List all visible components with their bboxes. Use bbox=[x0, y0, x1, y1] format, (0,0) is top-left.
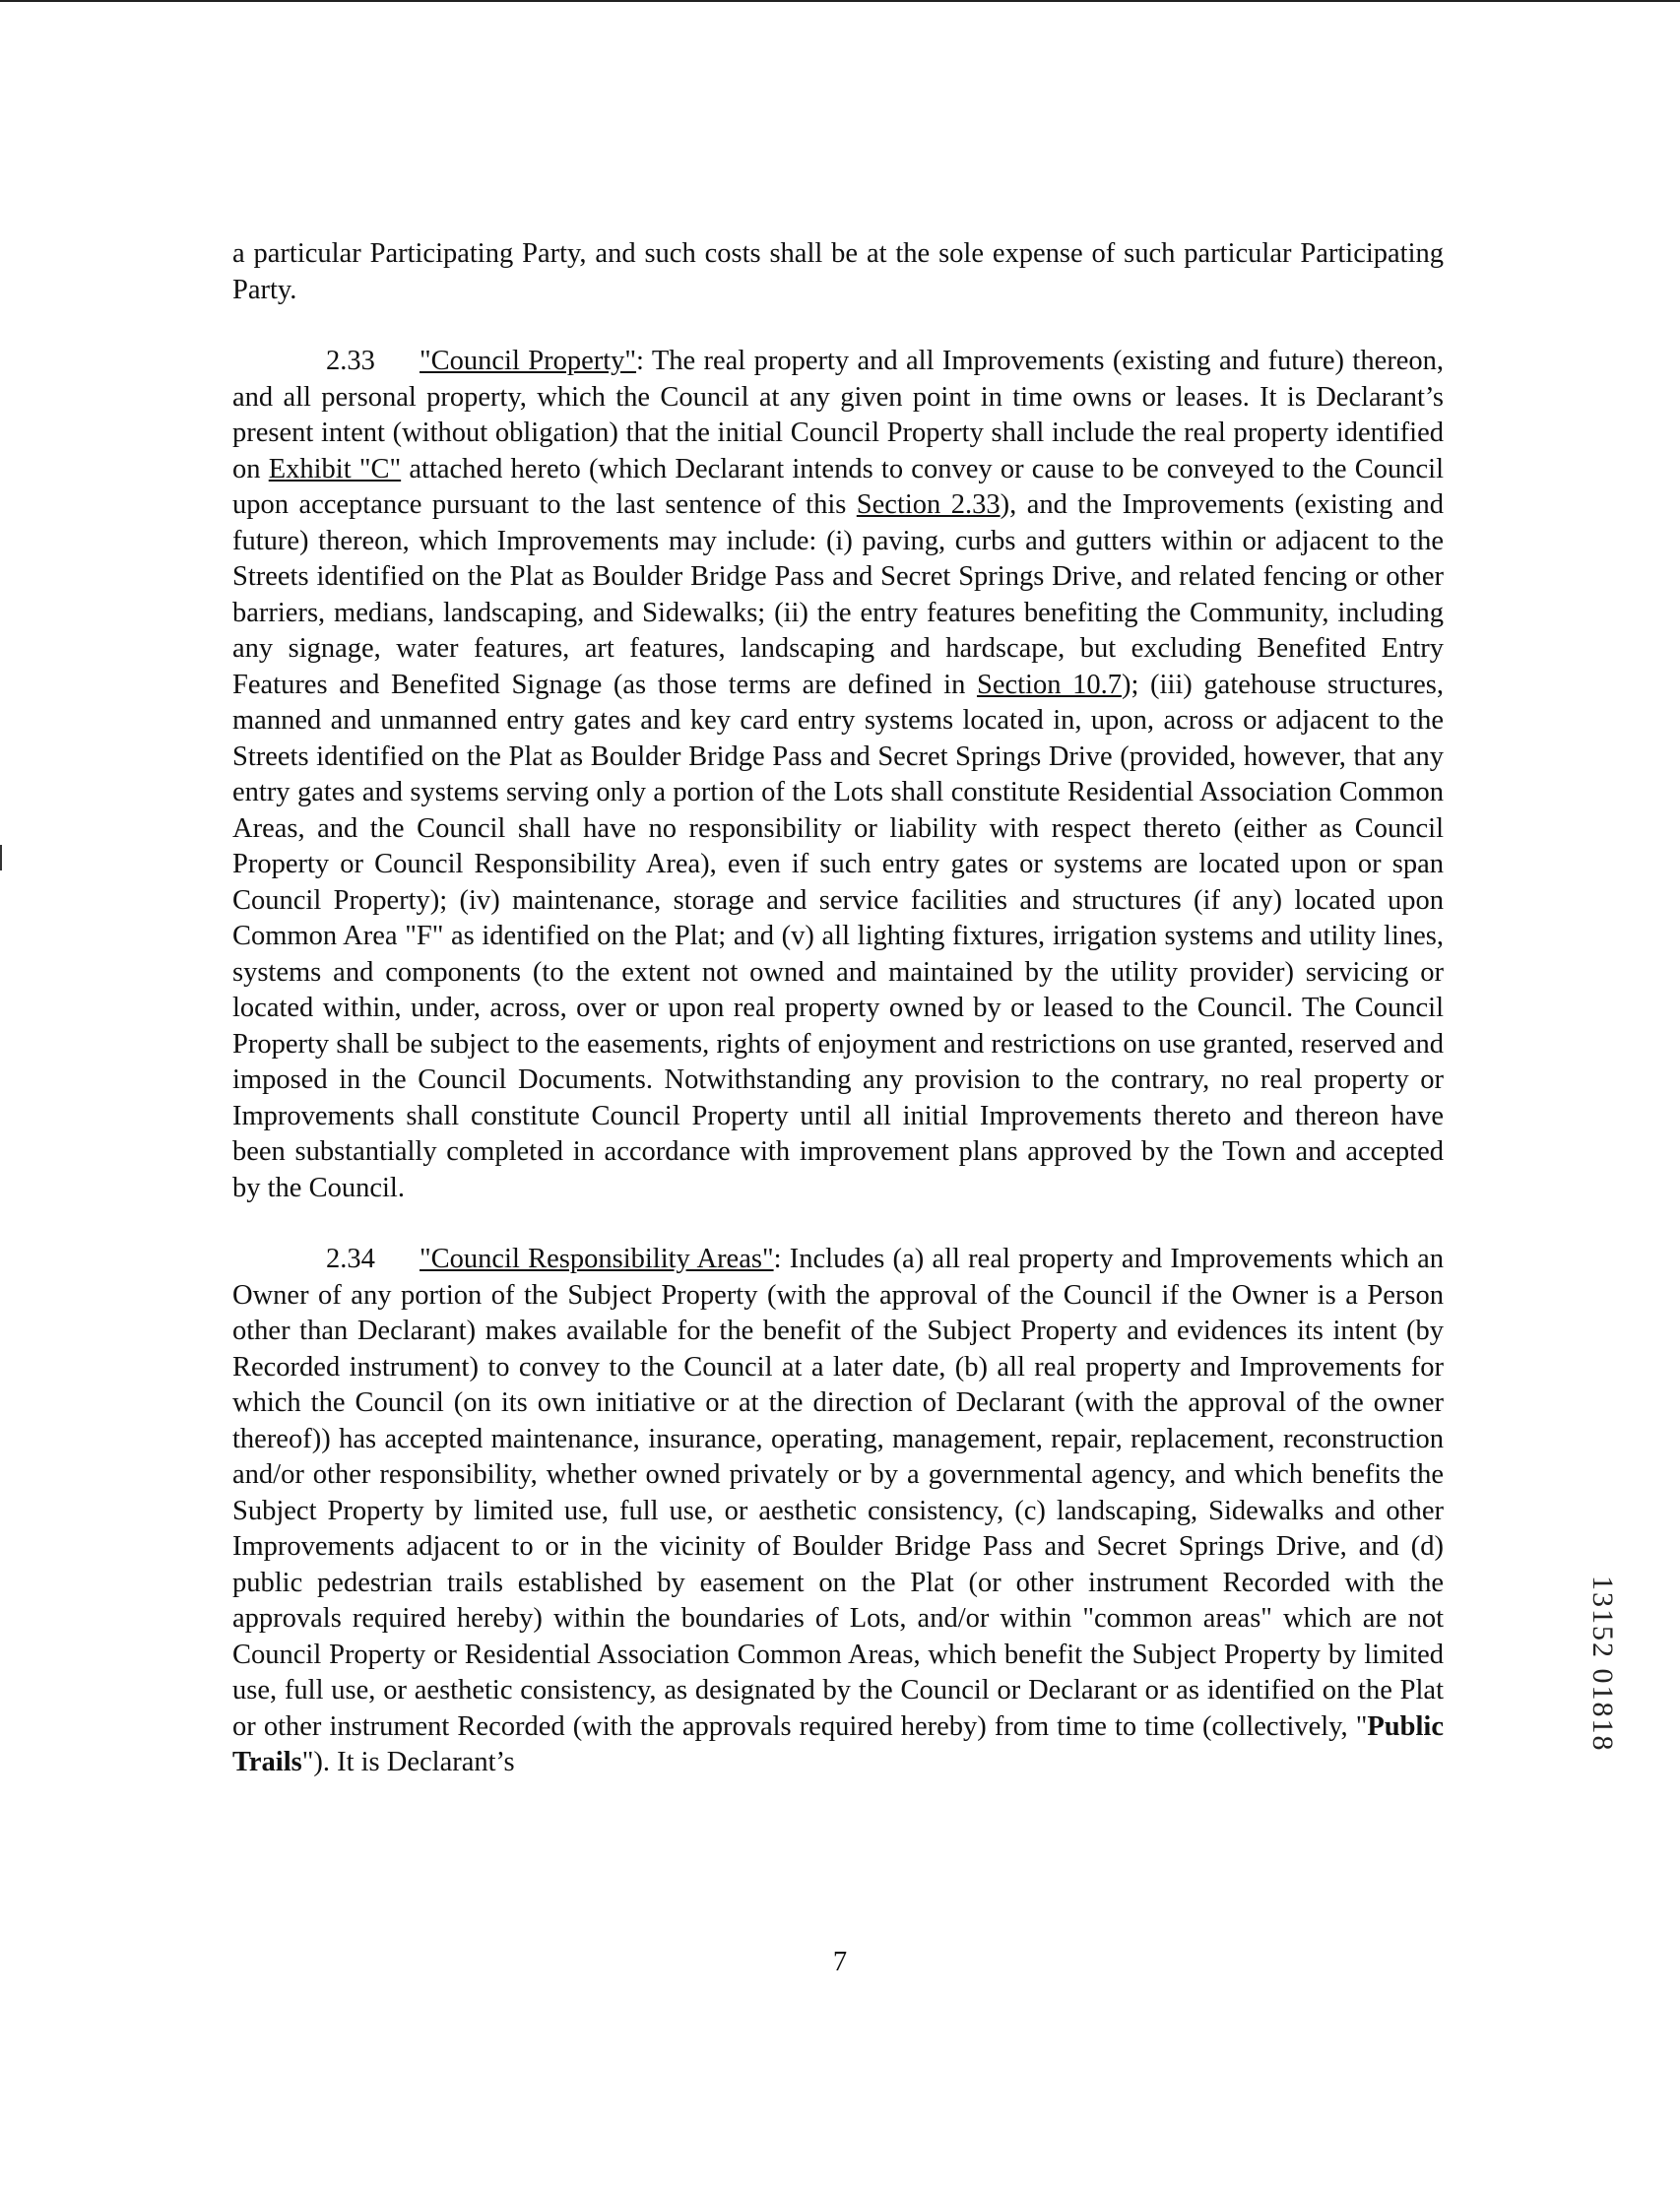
continuation-text: a particular Participating Party, and such costs shall be at the sole expense of such particular Participating Party. bbox=[232, 238, 1444, 305]
page-top-edge bbox=[0, 0, 1680, 2]
bold-defined-term: Public Trails bbox=[232, 1710, 1444, 1777]
section-2-34-paragraph bbox=[232, 1242, 1444, 1781]
defined-term: "Council Responsibility Areas" bbox=[420, 1244, 774, 1274]
left-margin-mark bbox=[0, 845, 2, 870]
section-text: "). It is Declarant’s bbox=[301, 1747, 515, 1777]
continuation-paragraph bbox=[232, 236, 1444, 308]
term-colon: : bbox=[773, 1244, 782, 1274]
section-text: ); (iii) gatehouse structures, manned and unmanned entry gates and key card entry systems located in, upon, across or adjacent to the Streets identified on the Plat as Boulder Bridge Pass and Secret Springs Drive (provided, however, that any entry gates and systems serving only a portion of the Lots shall constitute Residential Association Common Areas, and the Council shall have no responsibility or liability with respect thereto (either as Council Property or Council Responsibility Area), even if such entry gates or systems are located upon or span Council Property); (iv) maintenance, storage and service facilities and structures (if any) located upon Common Area "F" as identified on the Plat; and (v) all lighting fixtures, irrigation systems and utility lines, systems and components (to the extent not owned and maintained by the utility provider) servicing or located within, under, across, over or upon real property owned by or leased to the Council. The Council Property shall be subject to the easements, rights of enjoyment and restrictions on use granted, reserved and imposed in the Council Documents. Notwithstanding any provision to the contrary, no real property or Improvements shall constitute Council Property until all initial Improvements thereto and thereon have been substantially completed in accordance with improvement plans approved by the Town and accepted by the Council. bbox=[232, 669, 1444, 1203]
section-reference: Section 2.33 bbox=[856, 489, 1001, 520]
section-2-33-paragraph bbox=[232, 344, 1444, 1206]
document-body bbox=[232, 236, 1444, 1817]
section-text: The real property and all Improvements (existing and future) thereon, and all personal property, which the Council at any given point in time owns or leases. It is Declarant’s present intent (without obligation) that the initial Council Property shall include the real property identified on bbox=[232, 346, 1444, 484]
term-colon: : bbox=[636, 346, 644, 376]
defined-term: "Council Property" bbox=[420, 346, 637, 376]
recording-stamp: 13152 01818 bbox=[1586, 1576, 1619, 1753]
section-number: 2.33 bbox=[326, 346, 375, 376]
exhibit-reference: Exhibit "C" bbox=[268, 453, 402, 484]
section-text: attached hereto (which Declarant intends to convey or cause to be conveyed to the Council upon acceptance pursuant to the last sentence of this bbox=[232, 453, 1444, 520]
section-text: ), and the Improvements (existing and future) thereon, which Improvements may include: (i) paving, curbs and gutters within or adjacent to the Streets identified on the Plat as Boulder Bridge Pass and Secret Springs Drive, and related fencing or other barriers, medians, landscaping, and Sidewalks; (ii) the entry features benefiting the Community, including any signage, water features, art features, landscaping and hardscape, but excluding Benefited Entry Features and Benefited Signage (as those terms are defined in bbox=[232, 489, 1444, 700]
section-text: Includes (a) all real property and Improvements which an Owner of any portion of the Subject Property (with the approval of the Council if the Owner is a Person other than Declarant) makes available for the benefit of the Subject Property and evidences its intent (by Recorded instrument) to convey to the Council at a later date, (b) all real property and Improvements for which the Council (on its own initiative or at the direction of Declarant (with the approval of the owner thereof)) has accepted maintenance, insurance, operating, management, repair, replacement, reconstruction and/or other responsibility, whether owned privately or by a governmental agency, and which benefits the Subject Property by limited use, full use, or aesthetic consistency, (c) landscaping, Sidewalks and other Improvements adjacent to or in the vicinity of Boulder Bridge Pass and Secret Springs Drive, and (d) public pedestrian trails established by easement on the Plat (or other instrument Recorded with the approvals required hereby) within the boundaries of Lots, and/or within "common areas" which are not Council Property or Residential Association Common Areas, which benefit the Subject Property by limited use, full use, or aesthetic consistency, as designated by the Council or Declarant or as identified on the Plat or other instrument Recorded (with the approvals required hereby) from time to time (collectively, " bbox=[232, 1244, 1445, 1742]
section-number: 2.34 bbox=[326, 1244, 375, 1274]
page-number: 7 bbox=[832, 1947, 848, 1977]
section-reference: Section 10.7 bbox=[976, 669, 1122, 700]
